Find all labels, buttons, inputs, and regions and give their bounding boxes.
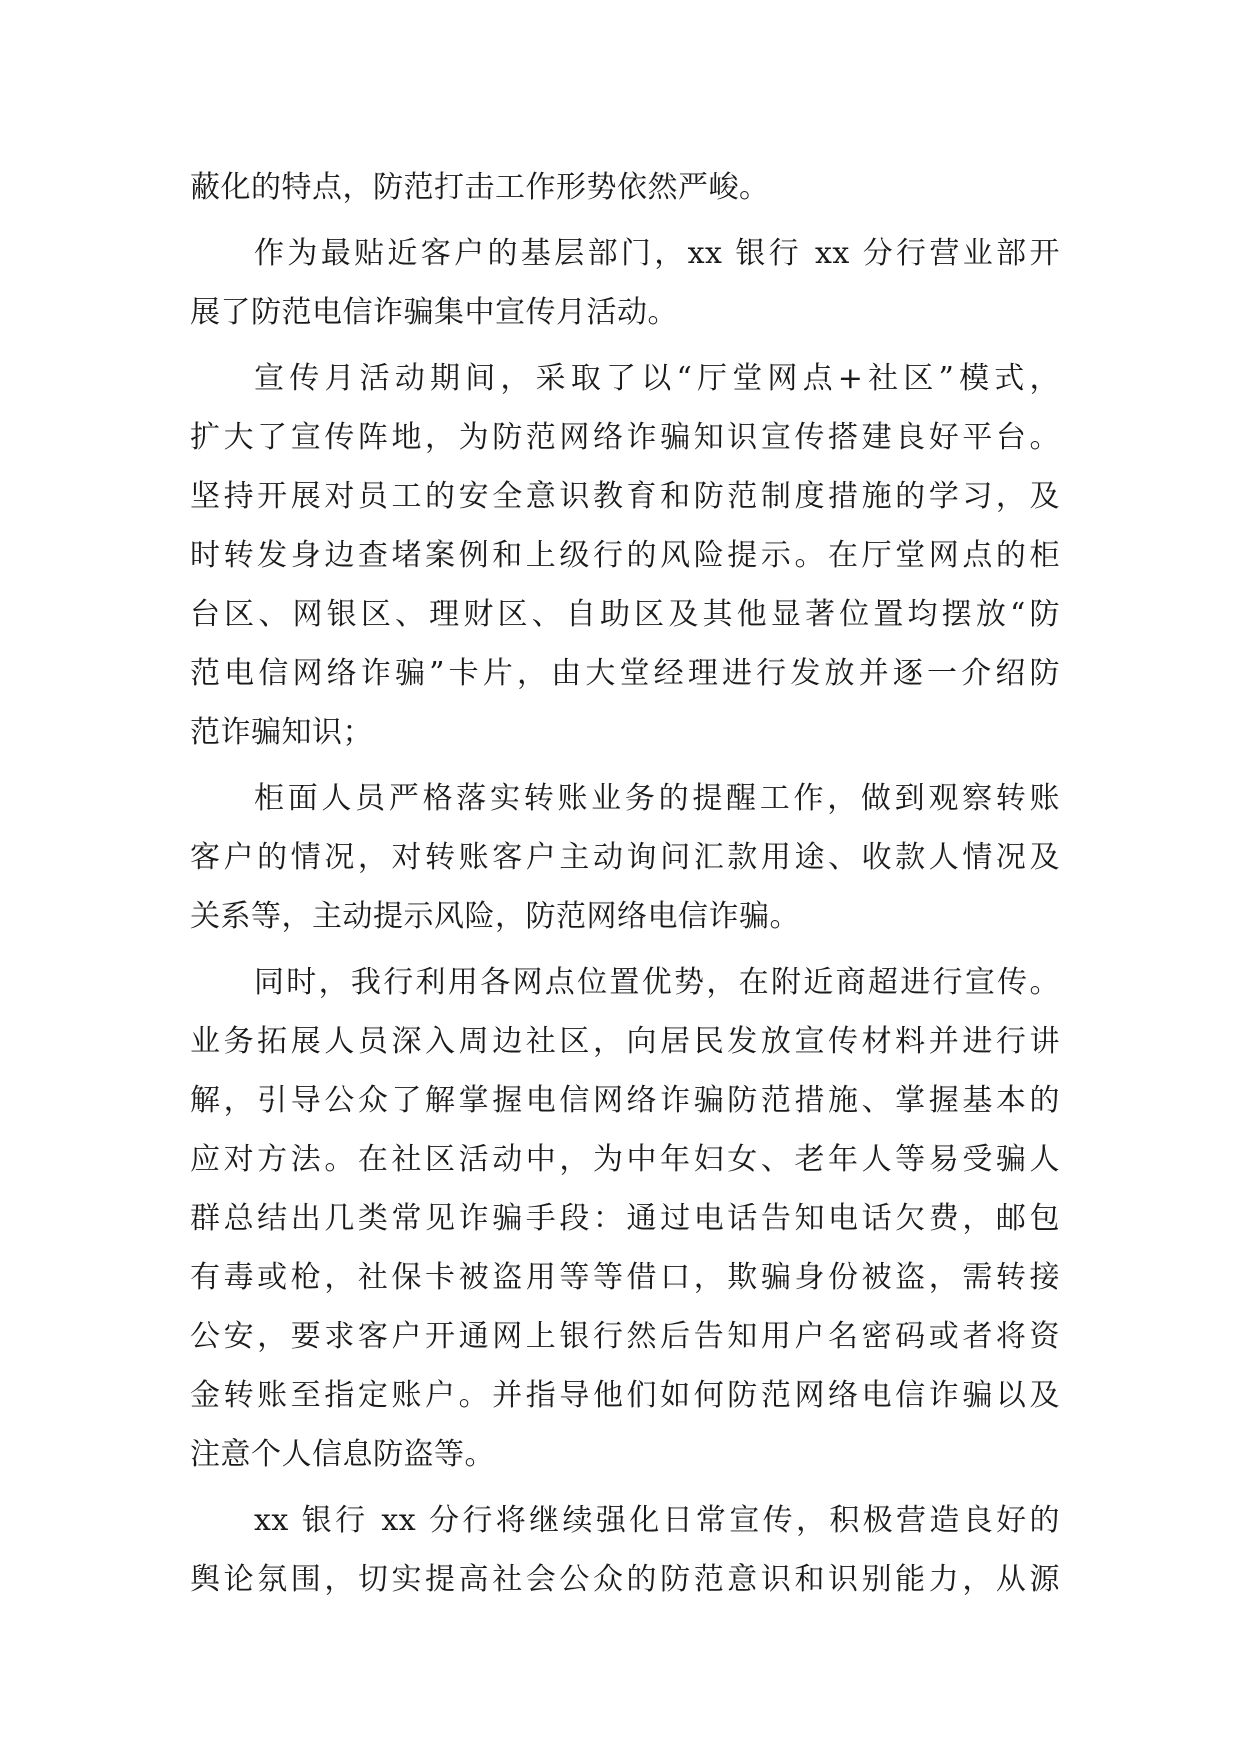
text-line: 金转账至指定账户。并指导他们如何防范网络电信诈骗以及 — [190, 1378, 1060, 1413]
text-line: 展了防范电信诈骗集中宣传月活动。 — [190, 295, 678, 330]
text-line: 应对方法。在社区活动中，为中年妇女、老年人等易受骗人 — [190, 1142, 1060, 1177]
text-line: 台区、网银区、理财区、自助区及其他显著位置均摆放“防 — [190, 597, 1060, 632]
paragraph — [190, 224, 1060, 342]
text-line: 宣传月活动期间，采取了以“厅堂网点+社区”模式， — [254, 361, 1060, 396]
text-line: 作为最贴近客户的基层部门，xx 银行 xx 分行营业部开 — [254, 236, 1060, 271]
paragraph — [190, 1491, 1060, 1609]
text-line: 舆论氛围，切实提高社会公众的防范意识和识别能力，从源 — [190, 1562, 1060, 1597]
text-line: 群总结出几类常见诈骗手段：通过电话告知电话欠费，邮包 — [190, 1201, 1060, 1236]
paragraph — [190, 769, 1060, 946]
text-line: 时转发身边查堵案例和上级行的风险提示。在厅堂网点的柜 — [190, 538, 1060, 573]
paragraph — [190, 349, 1060, 762]
paragraph-gap — [190, 762, 1060, 769]
text-line: 业务拓展人员深入周边社区，向居民发放宣传材料并进行讲 — [190, 1024, 1060, 1059]
text-line: 范电信网络诈骗”卡片，由大堂经理进行发放并逐一介绍防 — [190, 656, 1060, 691]
paragraph-gap — [190, 1484, 1060, 1491]
text-line: 有毒或枪，社保卡被盗用等等借口，欺骗身份被盗，需转接 — [190, 1260, 1060, 1295]
text-line: 蔽化的特点，防范打击工作形势依然严峻。 — [190, 170, 770, 205]
text-line: 注意个人信息防盗等。 — [190, 1437, 495, 1472]
text-line: 坚持开展对员工的安全意识教育和防范制度措施的学习，及 — [190, 479, 1060, 514]
text-line: 同时，我行利用各网点位置优势，在附近商超进行宣传。 — [254, 965, 1060, 1000]
text-line: 扩大了宣传阵地，为防范网络诈骗知识宣传搭建良好平台。 — [190, 420, 1060, 455]
text-line: 解，引导公众了解掌握电信网络诈骗防范措施、掌握基本的 — [190, 1083, 1060, 1118]
document-body — [190, 158, 1060, 1609]
paragraph-gap — [190, 217, 1060, 224]
text-line: 范诈骗知识； — [190, 715, 373, 750]
text-line: 柜面人员严格落实转账业务的提醒工作，做到观察转账 — [254, 781, 1060, 816]
text-line: 公安，要求客户开通网上银行然后告知用户名密码或者将资 — [190, 1319, 1060, 1354]
paragraph-gap — [190, 342, 1060, 349]
text-line: 关系等，主动提示风险，防范网络电信诈骗。 — [190, 899, 800, 934]
text-line: 客户的情况，对转账客户主动询问汇款用途、收款人情况及 — [190, 840, 1060, 875]
paragraph-gap — [190, 946, 1060, 953]
paragraph — [190, 953, 1060, 1484]
text-line: xx 银行 xx 分行将继续强化日常宣传，积极营造良好的 — [254, 1503, 1060, 1538]
paragraph — [190, 158, 1060, 217]
